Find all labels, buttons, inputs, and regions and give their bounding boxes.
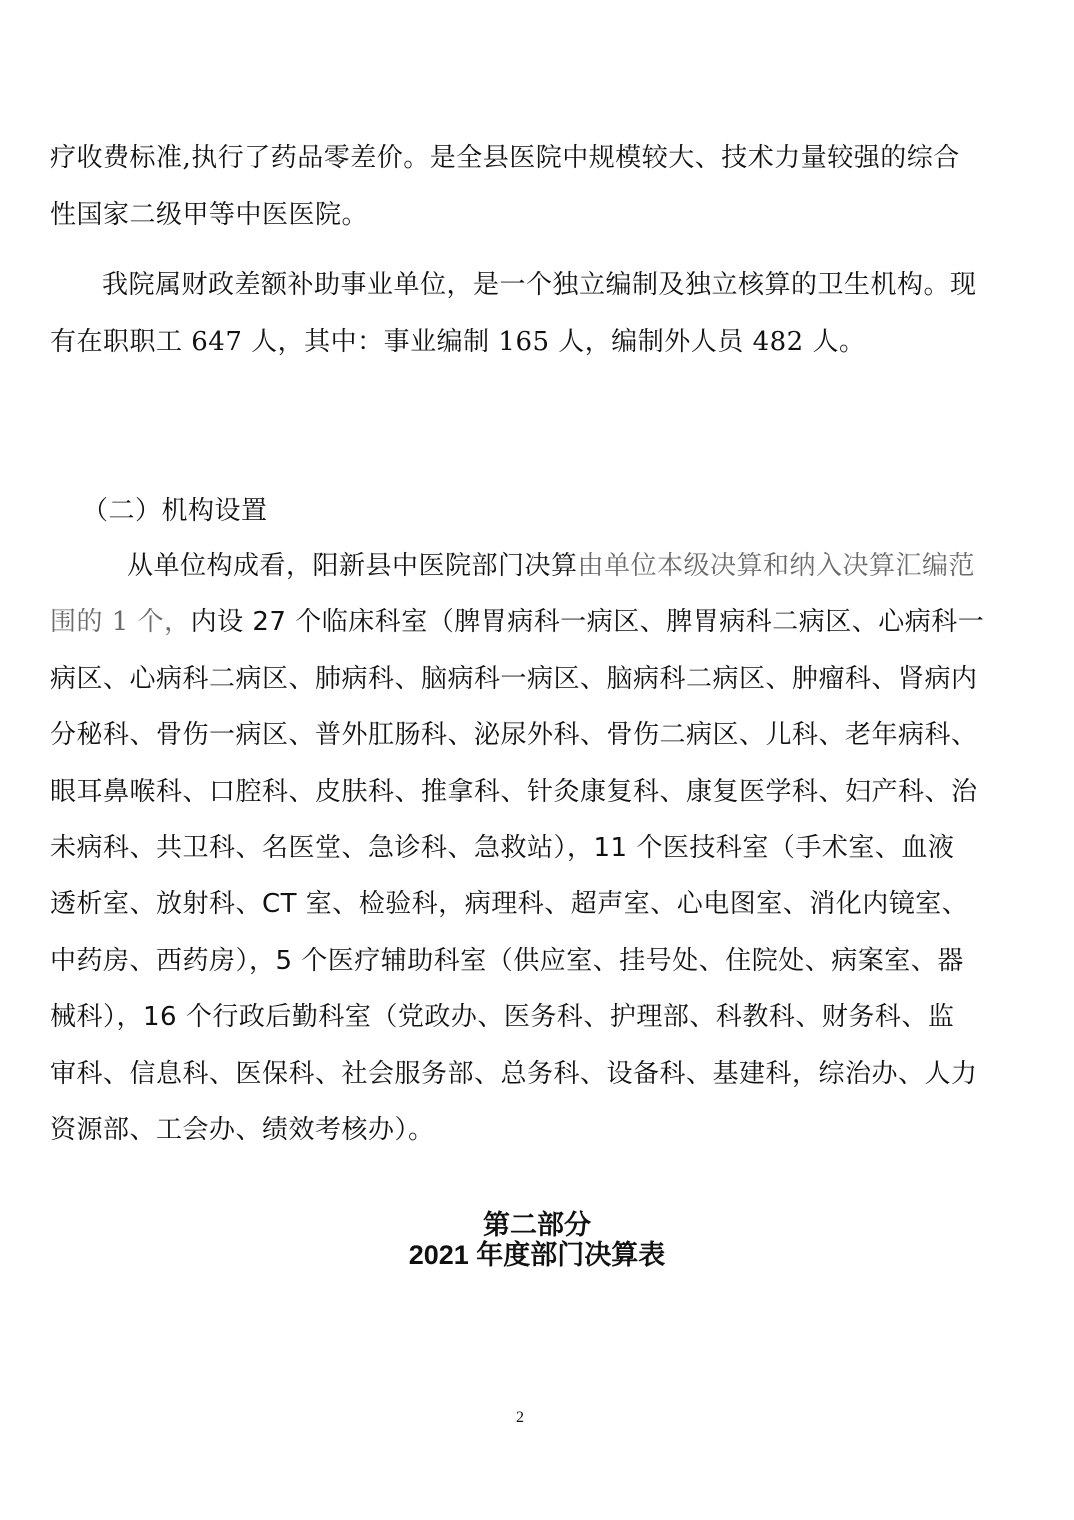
org-line-2-part-a: 围的 1 个， (50, 607, 191, 637)
org-line-8: 中药房、西药房），5 个医疗辅助科室（供应室、挂号处、住院处、病案室、器 (50, 946, 964, 976)
org-line-3: 病区、心病科二病区、肺病科、脑病科一病区、脑病科二病区、肿瘤科、肾病内 (50, 664, 978, 694)
org-line-5: 眼耳鼻喉科、口腔科、皮肤科、推拿科、针灸康复科、康复医学科、妇产科、治 (50, 777, 978, 807)
part-title-line-2: 2021 年度部门决算表 (408, 1240, 666, 1270)
org-line-11: 资源部、工会办、绩效考核办）。 (50, 1115, 435, 1145)
org-line-7: 透析室、放射科、CT 室、检验科，病理科、超声室、心电图室、消化内镜室、 (50, 889, 969, 919)
staff-line-2: 有在职职工 647 人，其中：事业编制 165 人，编制外人员 482 人。 (50, 327, 866, 357)
org-line-2-part-b: 内设 27 个临床科室（脾胃病科一病区、脾胃病科二病区、心病科一 (190, 607, 985, 637)
org-line-9: 械科），16 个行政后勤科室（党政办、医务科、护理部、科教科、财务科、监 (50, 1002, 955, 1032)
org-line-10: 审科、信息科、医保科、社会服务部、总务科、设备科、基建科，综治办、人力 (50, 1059, 978, 1089)
org-line-1 (127, 549, 975, 583)
section-heading: （二）机构设置 (82, 496, 268, 526)
org-line-2 (50, 605, 984, 639)
intro-line-2: 性国家二级甲等中医医院。 (50, 200, 369, 230)
page-number: 2 (516, 1409, 524, 1426)
part-title-line-1: 第二部分 (483, 1210, 591, 1240)
staff-line-1: 我院属财政差额补助事业单位，是一个独立编制及独立核算的卫生机构。现 (102, 270, 977, 300)
org-line-6: 未病科、共卫科、名医堂、急诊科、急救站），11 个医技科室（手术室、血液 (50, 833, 955, 863)
org-line-4: 分秘科、骨伤一病区、普外肛肠科、泌尿外科、骨伤二病区、儿科、老年病科、 (50, 720, 978, 750)
org-line-1-part-a: 从单位构成看，阳新县中医院部门决算 (127, 551, 578, 581)
org-line-1-part-b: 由单位本级决算和纳入决算汇编范 (577, 551, 976, 581)
intro-line-1: 疗收费标准,执行了药品零差价。是全县医院中规模较大、技术力量较强的综合 (50, 143, 960, 173)
